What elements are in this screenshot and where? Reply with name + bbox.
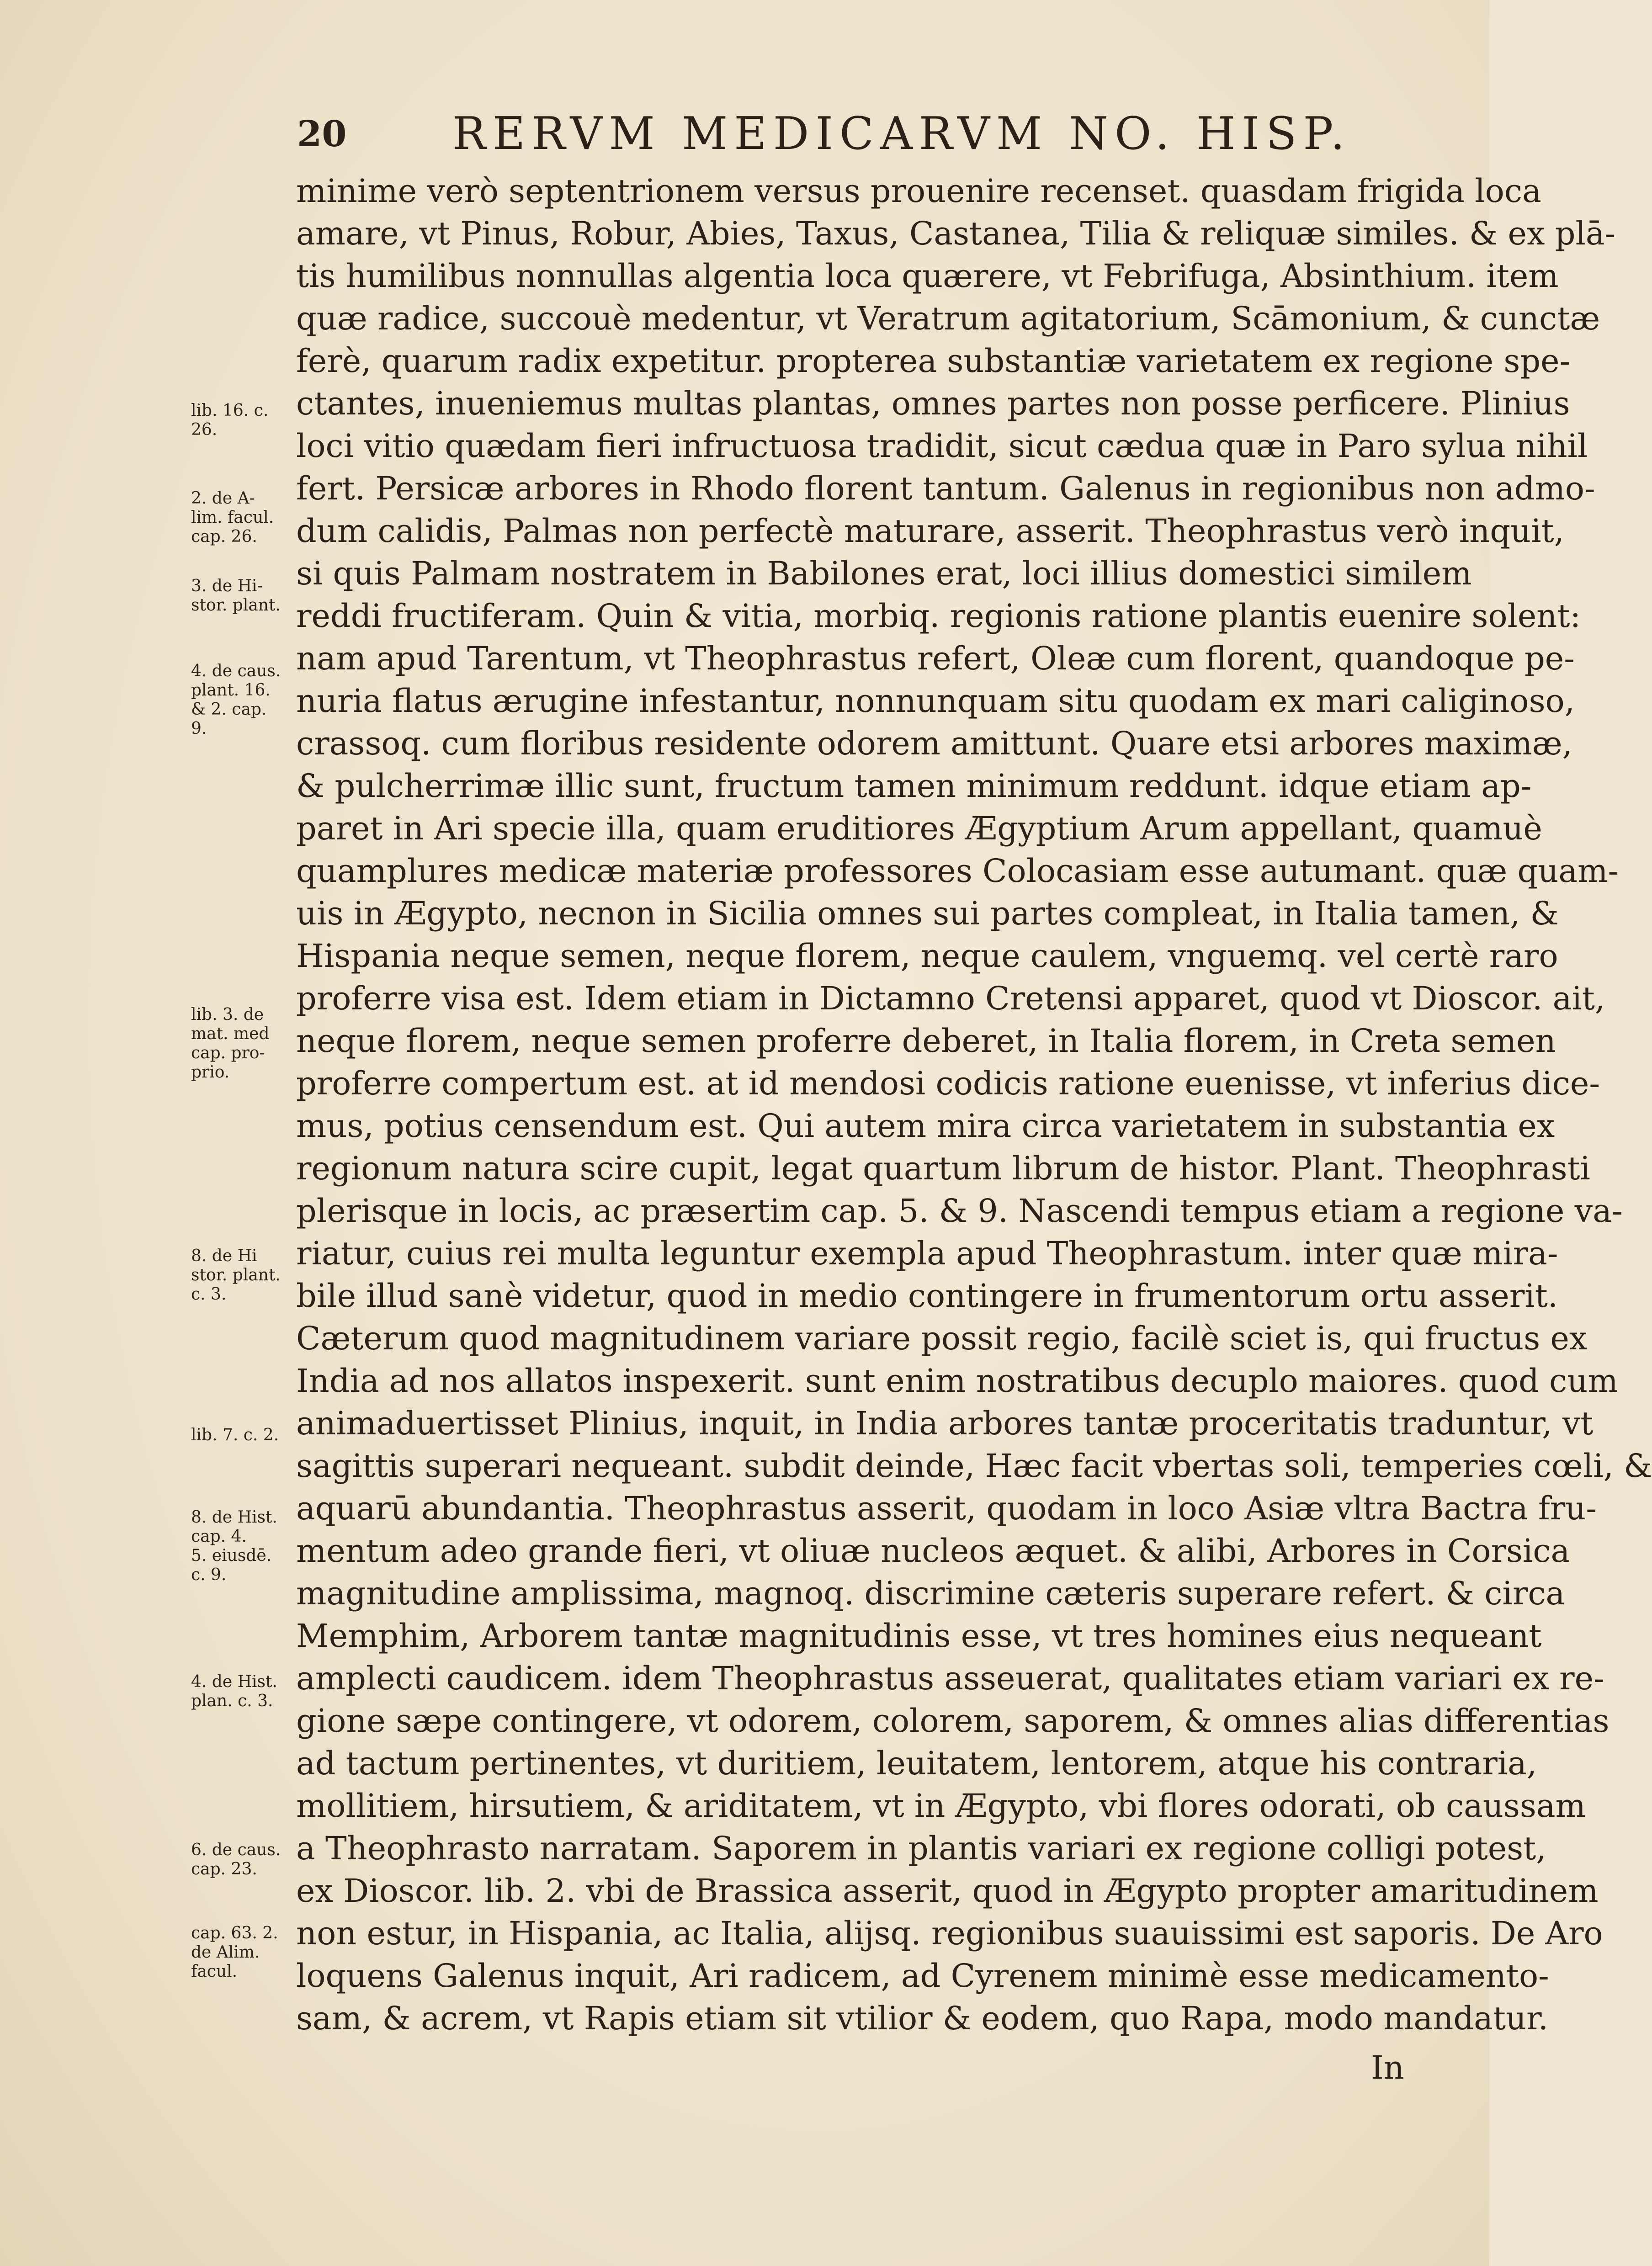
margin-note: 6. de caus. cap. 23. xyxy=(191,1841,281,1879)
margin-note: 8. de Hist. cap. 4. 5. eiusdē. c. 9. xyxy=(191,1508,277,1584)
margin-note: 4. de Hist. plan. c. 3. xyxy=(191,1672,277,1710)
text-line: ctantes, inueniemus multas plantas, omnes partes non posse perficere. Plinius xyxy=(296,385,1570,422)
text-line: si quis Palmam nostratem in Babilones erat, loci illius domestici similem xyxy=(296,555,1472,592)
page-header xyxy=(297,108,1489,158)
text-line: dum calidis, Palmas non perfectè maturare, asserit. Theophrastus verò inquit, xyxy=(296,512,1564,550)
text-line: ex Dioscor. lib. 2. vbi de Brassica asserit, quod in Ægypto propter amaritudinem xyxy=(296,1872,1599,1910)
text-line: nam apud Tarentum, vt Theophrastus refert, Oleæ cum florent, quandoque pe- xyxy=(296,640,1575,677)
text-line: magnitudine amplissima, magnoq. discrimine cæteris superare refert. & circa xyxy=(296,1575,1565,1612)
margin-note: lib. 3. de mat. med cap. pro- prio. xyxy=(191,1005,270,1082)
text-line: proferre compertum est. at id mendosi codicis ratione euenisse, vt inferius dice- xyxy=(296,1065,1600,1102)
text-line: neque florem, neque semen proferre deberet, in Italia florem, in Creta semen xyxy=(296,1022,1556,1060)
margin-note: 3. de Hi- stor. plant. xyxy=(191,577,281,615)
text-line: & pulcherrimæ illic sunt, fructum tamen minimum reddunt. idque etiam ap- xyxy=(296,767,1532,805)
main-text xyxy=(296,170,1652,2040)
text-line: ad tactum pertinentes, vt duritiem, leuitatem, lentorem, atque his contraria, xyxy=(296,1745,1537,1782)
text-line: gione sæpe contingere, vt odorem, colorem, saporem, & omnes alias differentias xyxy=(296,1702,1610,1740)
text-line: mus, potius censendum est. Qui autem mira circa varietatem in substantia ex xyxy=(296,1107,1555,1145)
text-line: mollitiem, hirsutiem, & ariditatem, vt in Ægypto, vbi flores odorati, ob caussam xyxy=(296,1787,1586,1825)
text-line: Cæterum quod magnitudinem variare possit regio, facilè sciet is, qui fructus ex xyxy=(296,1320,1588,1357)
text-line: quamplures medicæ materiæ professores Colocasiam esse autumant. quæ quam- xyxy=(296,852,1619,890)
text-line: loquens Galenus inquit, Ari radicem, ad Cyrenem minimè esse medicamento- xyxy=(296,1957,1549,1995)
text-line: crassoq. cum floribus residente odorem amittunt. Quare etsi arbores maximæ, xyxy=(296,725,1572,762)
text-line: uis in Ægypto, necnon in Sicilia omnes sui partes compleat, in Italia tamen, & xyxy=(296,895,1559,932)
margin-note: 8. de Hi stor. plant. c. 3. xyxy=(191,1247,281,1304)
text-line: animaduertisset Plinius, inquit, in India arbores tantæ proceritatis traduntur, vt xyxy=(296,1405,1594,1442)
text-line: a Theophrasto narratam. Saporem in plantis variari ex regione colligi potest, xyxy=(296,1830,1546,1867)
text-line: tis humilibus nonnullas algentia loca quærere, vt Febrifuga, Absinthium. item xyxy=(296,257,1559,295)
text-line: regionum natura scire cupit, legat quartum librum de histor. Plant. Theophrasti xyxy=(296,1150,1590,1187)
text-line: non estur, in Hispania, ac Italia, alijsq. regionibus suauissimi est saporis. De Aro xyxy=(296,1915,1603,1952)
margin-note: lib. 16. c. 26. xyxy=(191,401,269,439)
margin-note: cap. 63. 2. de Alim. facul. xyxy=(191,1924,278,1981)
margin-note: 4. de caus. plant. 16. & 2. cap. 9. xyxy=(191,662,281,738)
text-line: mentum adeo grande fieri, vt oliuæ nucleos æquet. & alibi, Arbores in Corsica xyxy=(296,1532,1570,1570)
text-line: amplecti caudicem. idem Theophrastus asseuerat, qualitates etiam variari ex re- xyxy=(296,1660,1604,1697)
running-title: RERVM MEDICARVM NO. HISP. xyxy=(452,108,1351,160)
text-line: aquarū abundantia. Theophrastus asserit, quodam in loco Asiæ vltra Bactra fru- xyxy=(296,1490,1597,1527)
text-line: ferè, quarum radix expetitur. propterea substantiæ varietatem ex regione spe- xyxy=(296,342,1571,380)
text-line: fert. Persicæ arbores in Rhodo florent tantum. Galenus in regionibus non admo- xyxy=(296,470,1595,507)
text-line: sagittis superari nequeant. subdit deinde, Hæc facit vbertas soli, temperies cœli, & xyxy=(296,1447,1652,1485)
text-line: proferre visa est. Idem etiam in Dictamno Cretensi apparet, quod vt Dioscor. ait, xyxy=(296,980,1605,1017)
text-line: bile illud sanè videtur, quod in medio contingere in frumentorum ortu asserit. xyxy=(296,1277,1558,1315)
text-line: plerisque in locis, ac præsertim cap. 5. & 9. Nascendi tempus etiam a regione va- xyxy=(296,1192,1623,1230)
text-line: nuria flatus ærugine infestantur, nonnunquam situ quodam ex mari caliginoso, xyxy=(296,682,1575,720)
text-line: Memphim, Arborem tantæ magnitudinis esse, vt tres homines eius nequeant xyxy=(296,1617,1542,1655)
text-line: India ad nos allatos inspexerit. sunt enim nostratibus decuplo maiores. quod cum xyxy=(296,1362,1618,1400)
text-line: loci vitio quædam fieri infructuosa tradidit, sicut cædua quæ in Paro sylua nihil xyxy=(296,427,1588,465)
text-line: quæ radice, succouè medentur, vt Veratrum agitatorium, Scāmonium, & cunctæ xyxy=(296,300,1600,337)
text-line: Hispania neque semen, neque florem, neque caulem, vnguemq. vel certè raro xyxy=(296,937,1558,975)
text-line: paret in Ari specie illa, quam eruditiores Ægyptium Arum appellant, quamuè xyxy=(296,810,1542,847)
margin-note: 2. de A- lim. facul. cap. 26. xyxy=(191,489,274,546)
catchword: In xyxy=(1371,2049,1404,2086)
text-line: minime verò septentrionem versus prouenire recenset. quasdam frigida loca xyxy=(296,172,1541,210)
text-line: amare, vt Pinus, Robur, Abies, Taxus, Castanea, Tilia & reliquæ similes. & ex plā- xyxy=(296,215,1616,252)
text-line: reddi fructiferam. Quin & vitia, morbiq. regionis ratione plantis euenire solent: xyxy=(296,597,1581,635)
margin-note: lib. 7. c. 2. xyxy=(191,1426,279,1444)
page-number: 20 xyxy=(297,113,347,155)
text-line: riatur, cuius rei multa leguntur exempla apud Theophrastum. inter quæ mira- xyxy=(296,1235,1558,1272)
text-line: sam, & acrem, vt Rapis etiam sit vtilior & eodem, quo Rapa, modo mandatur. xyxy=(296,2000,1549,2037)
